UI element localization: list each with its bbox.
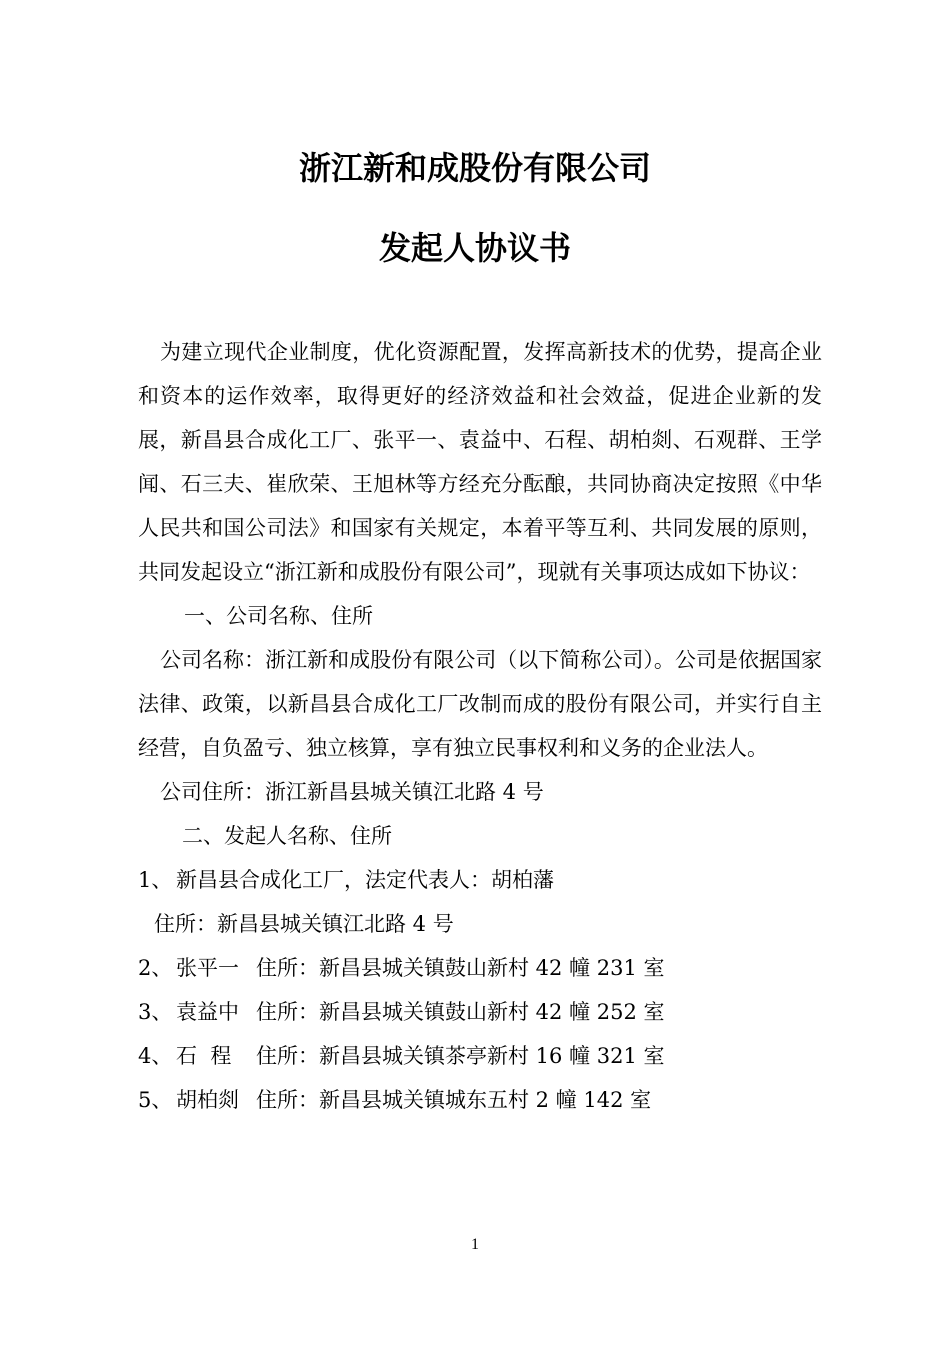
founder-text: 新昌县合成化工厂，法定代表人：胡柏藩 [176, 868, 554, 892]
intro-paragraph: 为建立现代企业制度，优化资源配置，发挥高新技术的优势，提高企业和资本的运作效率，取得更好的经济效益和社会效益，促进企业新的发展，新昌县合成化工厂、张平一、袁益中、石程、胡柏剡、石观群、王学闻、石三夫、崔欣荣、王旭林等方经充分酝酿，共同协商决定按照《中华人民共和国公司法》和国家有关规定，本着平等互利、共同发展的原则，共同发起设立“浙江新和成股份有限公司”，现就有关事项达成如下协议： [138, 340, 822, 584]
company-address: 公司住所：浙江新昌县城关镇江北路 4 号 [160, 780, 544, 804]
founder-name: 石 程 [176, 1044, 232, 1068]
founder-item [138, 1034, 822, 1078]
founder-number: 5、 [138, 1088, 173, 1112]
founder-item [138, 858, 822, 902]
document-body [138, 330, 822, 1122]
page-number: 1 [471, 1236, 479, 1253]
founder-address: 住所：新昌县城关镇城东五村 2 幢 142 室 [256, 1088, 652, 1112]
founder-number: 3、 [138, 1000, 173, 1024]
founder-number: 4、 [138, 1044, 173, 1068]
founder-address: 住所：新昌县城关镇茶亭新村 16 幢 321 室 [256, 1044, 665, 1068]
section-heading-company: 一、公司名称、住所 [184, 604, 373, 628]
founder-address: 住所：新昌县城关镇鼓山新村 42 幢 252 室 [256, 1000, 665, 1024]
document-subtitle: 发起人协议书 [378, 229, 571, 267]
founder-item [138, 1078, 822, 1122]
founder-address: 住所：新昌县城关镇鼓山新村 42 幢 231 室 [256, 956, 665, 980]
document-title: 浙江新和成股份有限公司 [298, 149, 651, 187]
founder-name: 胡柏剡 [176, 1088, 239, 1112]
founder-name: 张平一 [176, 956, 239, 980]
founder-address: 住所：新昌县城关镇江北路 4 号 [154, 912, 454, 936]
founder-item [138, 946, 822, 990]
section-heading-founders: 二、发起人名称、住所 [182, 824, 392, 848]
founder-name: 袁益中 [176, 1000, 239, 1024]
founder-number: 2、 [138, 956, 173, 980]
company-name-paragraph: 公司名称：浙江新和成股份有限公司（以下简称公司）。公司是依据国家法律、政策，以新昌县合成化工厂改制而成的股份有限公司，并实行自主经营，自负盈亏、独立核算，享有独立民事权利和义务的企业法人。 [138, 648, 822, 760]
founder-item [138, 990, 822, 1034]
founder-number: 1、 [138, 868, 173, 892]
